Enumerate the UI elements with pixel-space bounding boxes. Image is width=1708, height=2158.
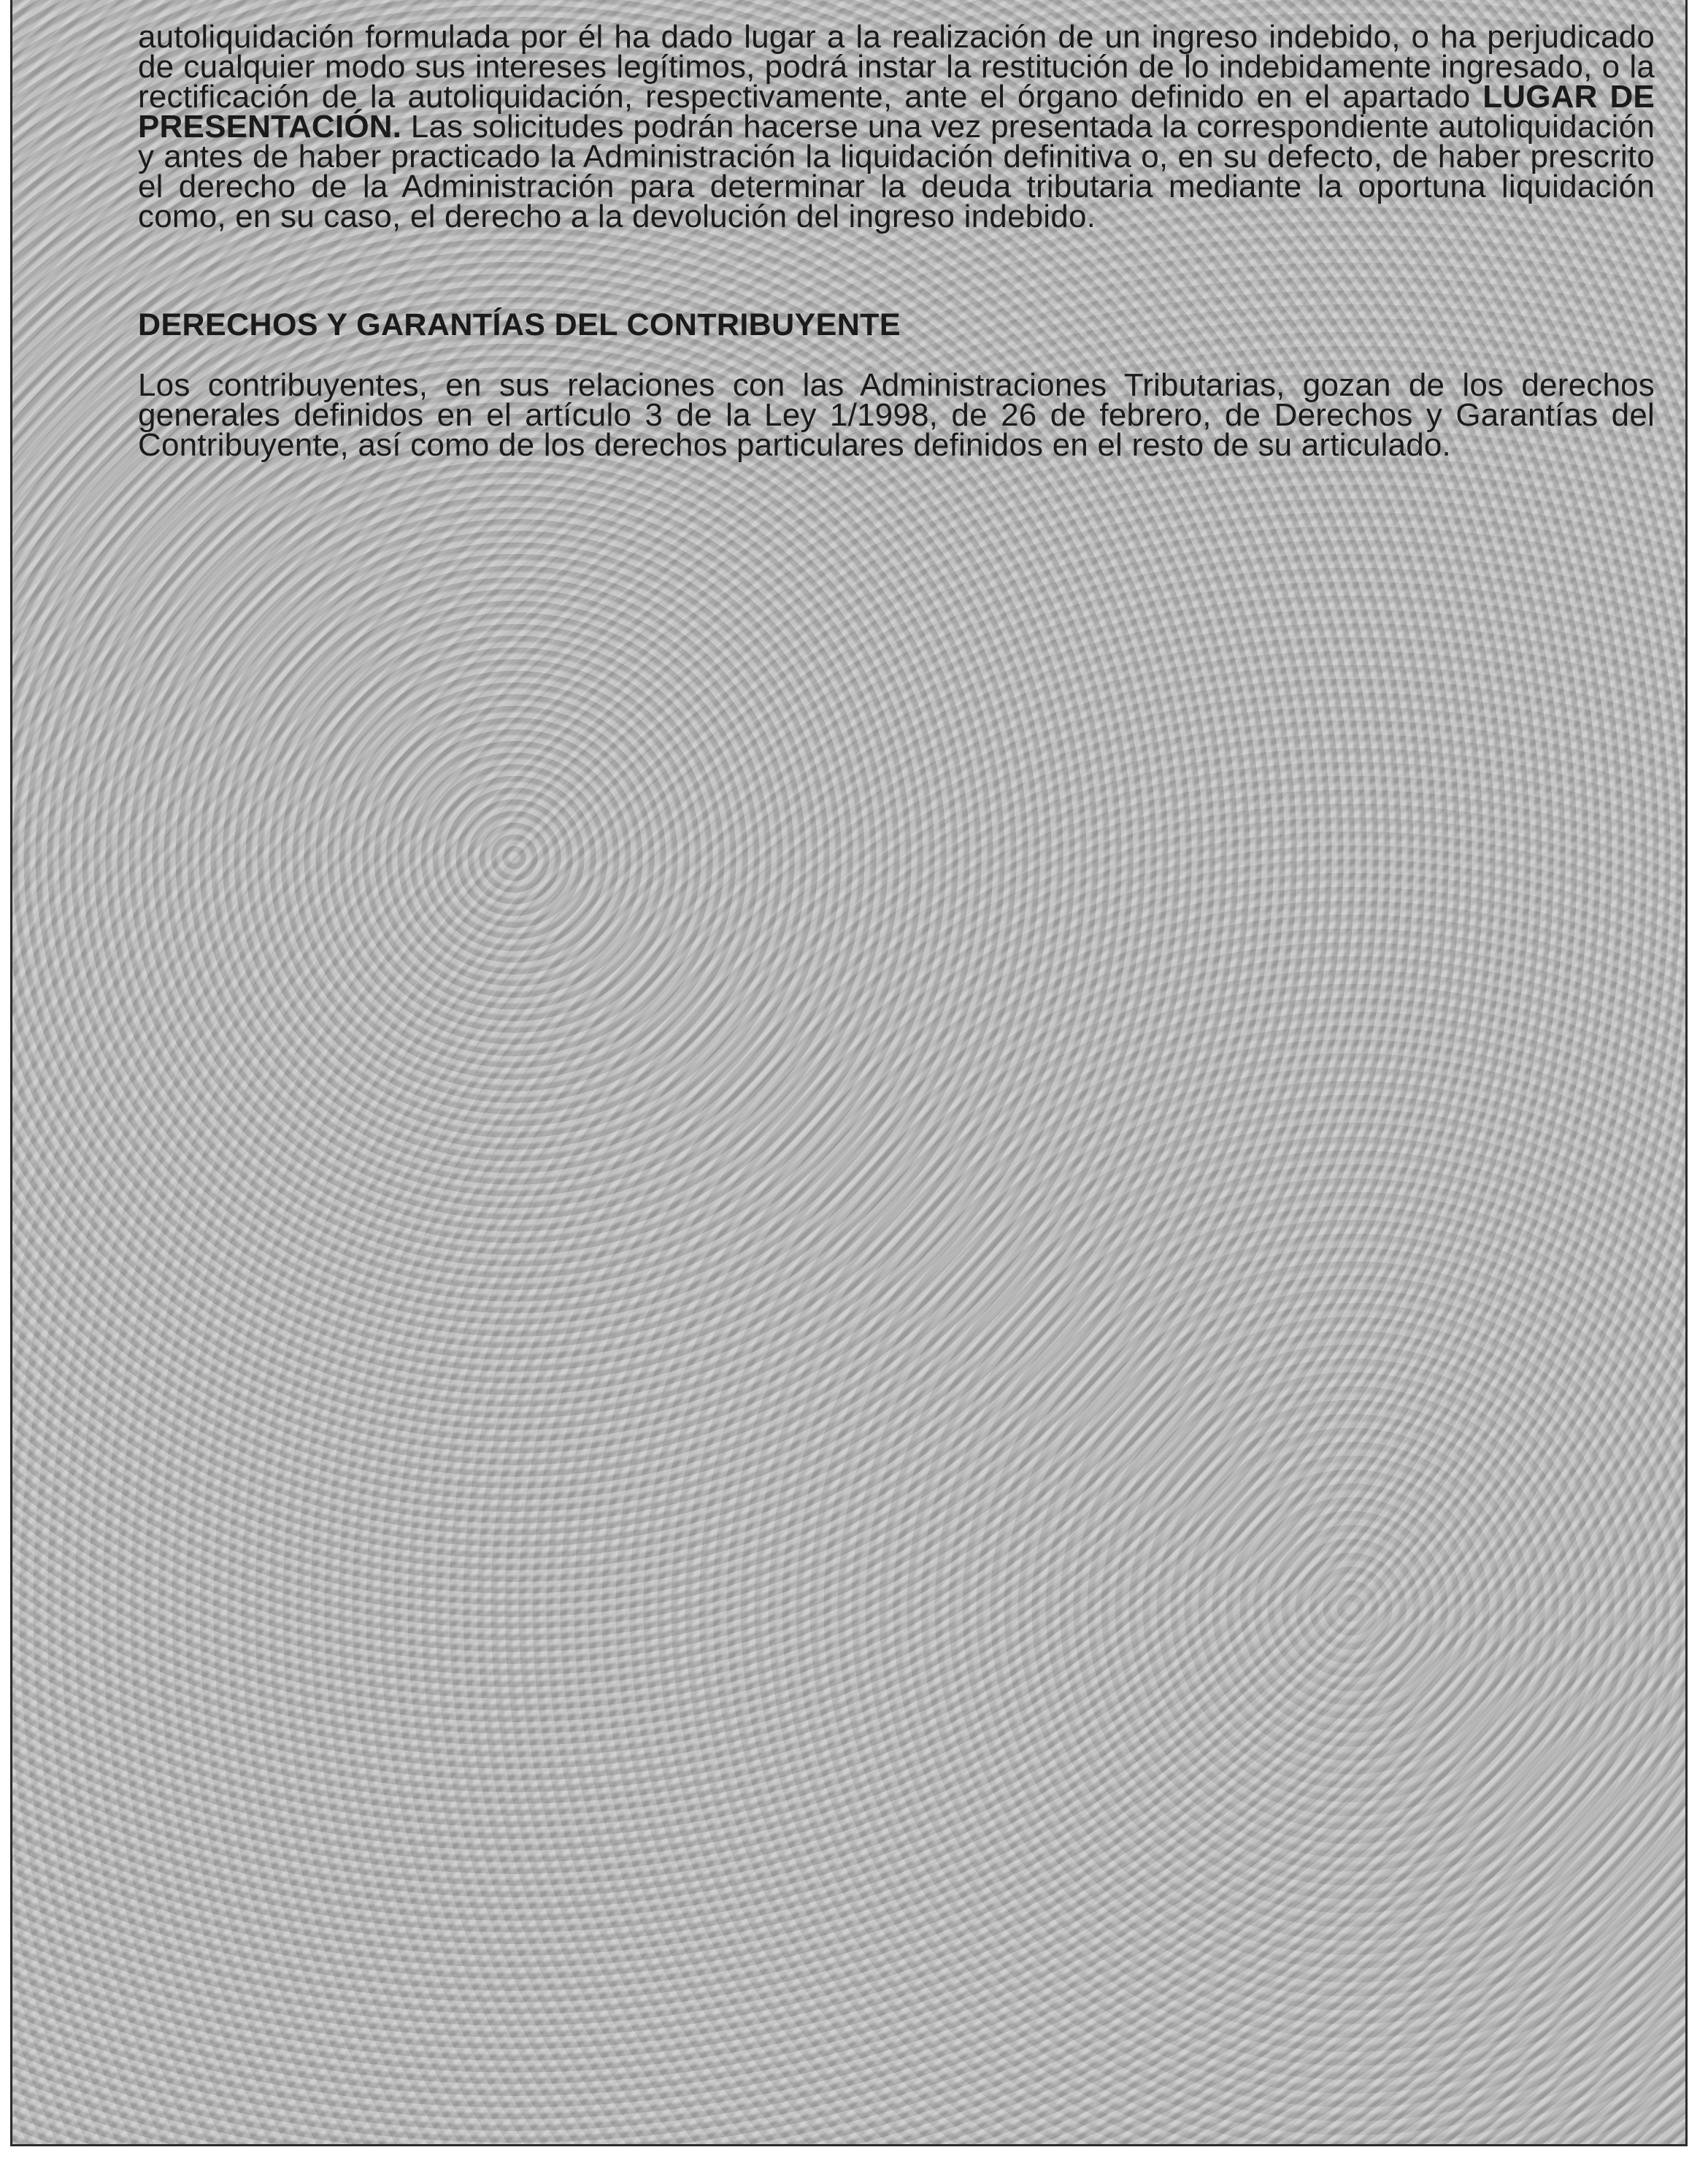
paragraph-refund-request [138, 19, 1655, 234]
page-frame [10, 0, 1688, 2146]
section-heading-derechos: DERECHOS Y GARANTÍAS DEL CONTRIBUYENTE [138, 307, 901, 342]
paragraph-text-start: autoliquidación formulada por él ha dado lugar a la realización de un ingreso indebido, o ha perjudicado de cualquier modo sus intereses legítimos, podrá instar la restitución de lo indebidamente ingresado, o la rectificación de la autoliquidación, respectivamente, ante el órgano definido en el apartado [138, 19, 1655, 115]
bold-reference-lugar-de-presentacion: LUGAR DE PRESENTACIÓN. [138, 79, 1655, 145]
paragraph-taxpayer-rights: Los contribuyentes, en sus relaciones con las Administraciones Tributarias, gozan de los derechos generales definidos en el artículo 3 de la Ley 1/1998, de 26 de febrero, de Derechos y Garantías del Contribuyente, así como de los derechos particulares definidos en el resto de su articulado. [138, 367, 1655, 463]
document-content [138, 19, 1655, 463]
paragraph-text-end: Las solicitudes podrán hacerse una vez presentada la correspondiente autoliquidación y antes de haber practicado la Administración la liquidación definitiva o, en su defecto, de haber prescrito el derecho de la Administración para determinar la deuda tributaria mediante la oportuna liquidación como, en su caso, el derecho a la devolución del ingreso indebido. [138, 109, 1655, 234]
